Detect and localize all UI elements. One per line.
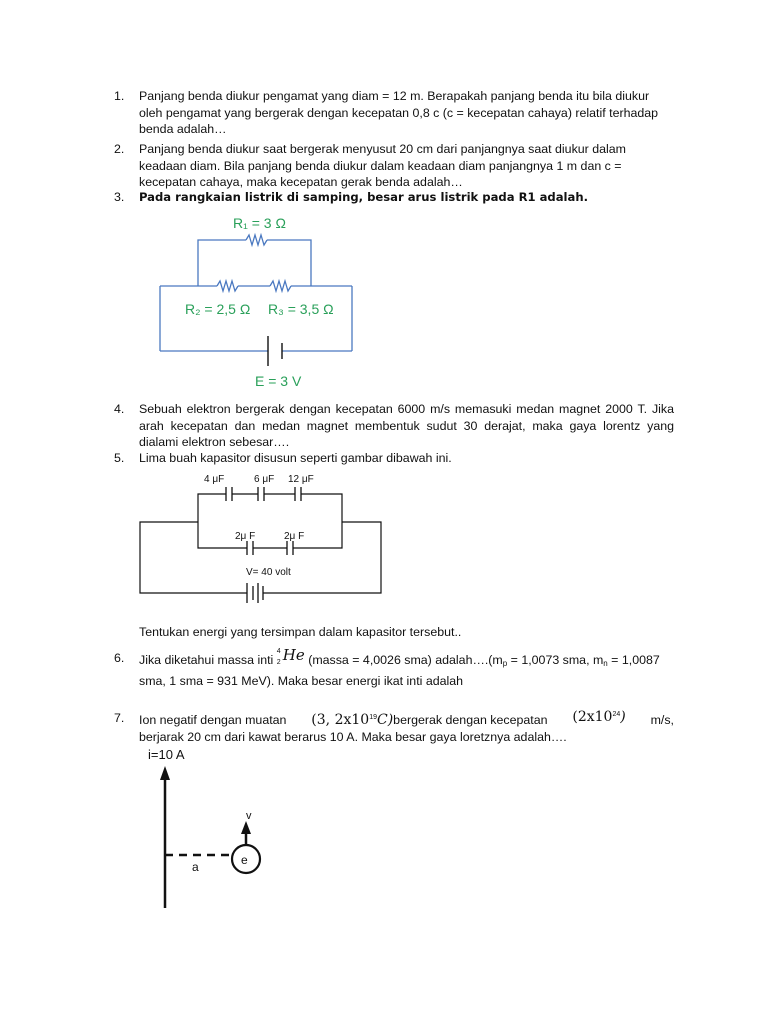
- current-arrow: [160, 766, 170, 780]
- velocity-arrow-head: [241, 821, 251, 834]
- charge-formula: (3, $2x10^{19}C)bergerak$ dengan kecepatan: [311, 712, 548, 729]
- question-7: 7. Ion negatif dengan muatan (3, $2x10^{19}C)bergerak$ dengan kecepatan $(2x10^{24})$ m/s, berjarak 20 cm dari kawat berarus 10 A. Maka besar gaya loretznya adalah….: [114, 710, 674, 745]
- c1-label: 4 μF: [204, 474, 225, 485]
- c5-label: 2μ F: [284, 531, 305, 542]
- question-number: 1.: [114, 89, 125, 103]
- r3-label: R₃ = 3,5 Ω: [268, 301, 334, 317]
- voltage-label: V= 40 volt: [246, 567, 291, 578]
- speed-formula: $(2x10^{24})$: [572, 709, 626, 726]
- question-5-followup: Tentukan energi yang tersimpan dalam kapasitor tersebut..: [139, 625, 462, 639]
- question-text: Panjang benda diukur pengamat yang diam = 12 m. Berapakah panjang benda itu bila diukur oleh pengamat yang bergerak dengan kecepatan 0,8 c (c = kecepatan cahaya) relatif terhadap benda adalah…: [139, 89, 659, 137]
- charge-label: e: [241, 853, 248, 867]
- question-number: 2.: [114, 142, 125, 156]
- question-6: 6. Jika diketahui massa inti 4 2 He (massa = 4,0026 sma) $adalah\dots.(m_p = 1,0073$ sma, $m_n = 1,0087$ sma, 1 sma = 931 MeV). Maka besar energi ikat inti adalah: [114, 646, 660, 688]
- question-number: 3.: [114, 190, 125, 204]
- question-number: 6.: [114, 651, 125, 665]
- c3-label: 12 μF: [288, 474, 314, 485]
- question-number: 7.: [114, 711, 125, 725]
- question-text: Panjang benda diukur saat bergerak menyusut 20 cm dari panjangnya saat diukur dalam keadaan diam. Bila panjang benda diukur dalam keadaan diam panjangnya 1 m dan c = kecepatan cahaya, maka kecepatan gerak benda adalah…: [139, 142, 626, 190]
- c4-label: 2μ F: [235, 531, 256, 542]
- question-number: 4.: [114, 402, 125, 416]
- emf-label: E = 3 V: [255, 373, 302, 389]
- distance-label: a: [192, 860, 199, 874]
- question-text: Sebuah elektron bergerak dengan kecepatan 6000 m/s memasuki medan magnet 2000 T. Jika arah kecepatan dan medan magnet membentuk sudut 30 derajat, maka gaya lorentz yang dialami elektron sebesar….: [139, 402, 674, 450]
- c2-label: 6 μF: [254, 474, 275, 485]
- velocity-label: v: [246, 810, 252, 822]
- current-label: i=10 A: [148, 747, 185, 762]
- helium-nuclide: 4 2 He: [276, 646, 305, 666]
- question-number: 5.: [114, 451, 125, 465]
- question-text: Lima buah kapasitor disusun seperti gambar dibawah ini.: [139, 451, 452, 465]
- question-text: Pada rangkaian listrik di samping, besar arus listrik pada R1 adalah.: [139, 190, 589, 204]
- r2-label: R₂ = 2,5 Ω: [185, 301, 251, 317]
- r1-label: R₁ = 3 Ω: [233, 215, 286, 231]
